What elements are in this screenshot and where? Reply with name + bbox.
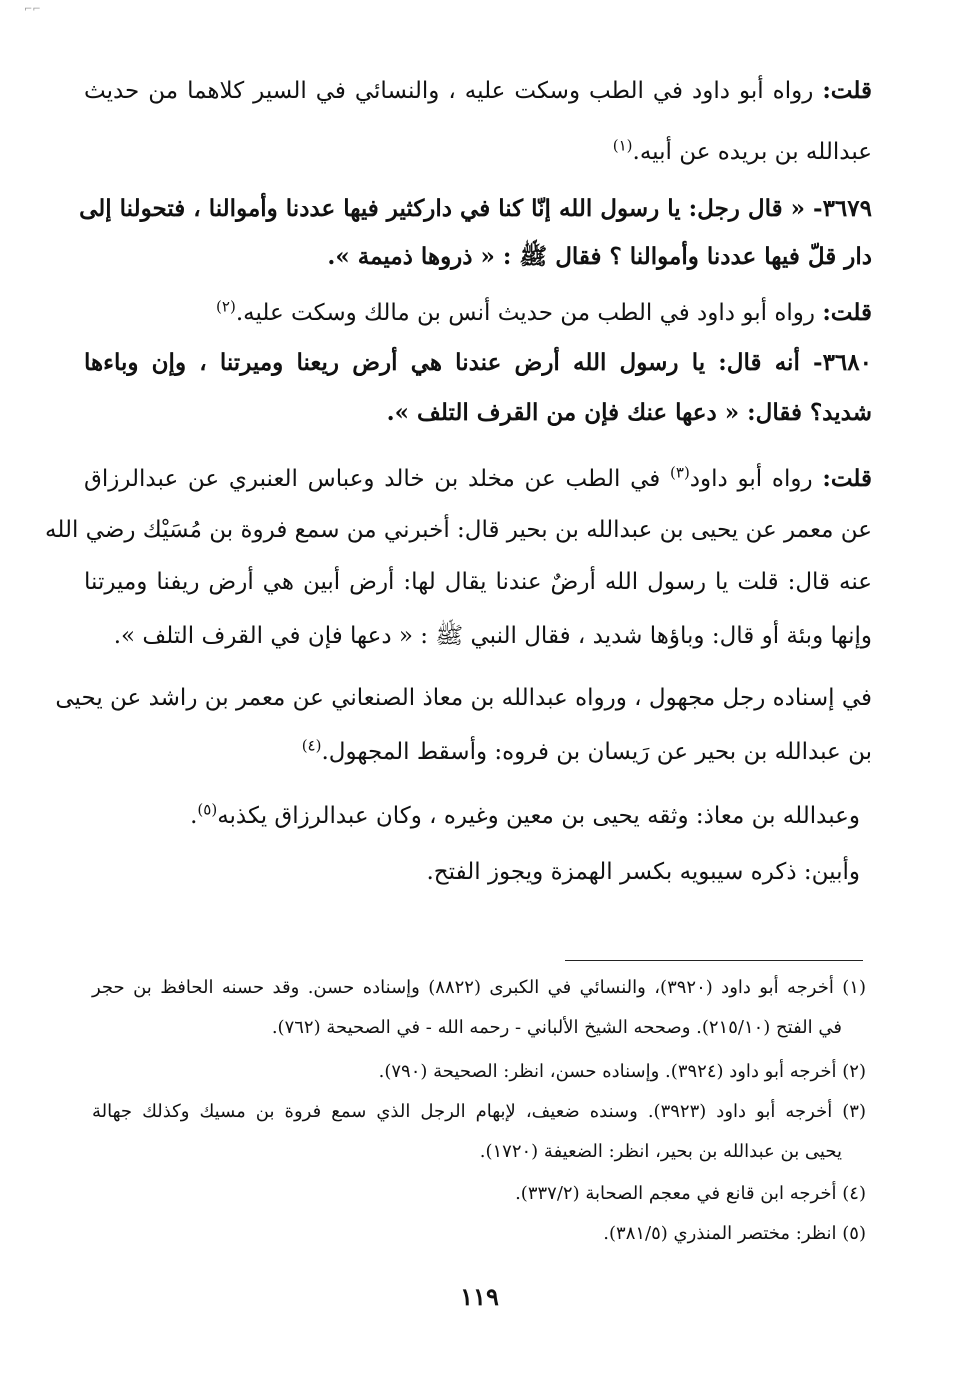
line-text: في إسناده رجل مجهول ، ورواه عبدالله بن معاذ الصنعاني عن معمر بن راشد عن يحيى [55, 685, 872, 711]
text-line [84, 568, 872, 597]
text-line [84, 464, 872, 493]
text-line [45, 516, 872, 545]
text-line [84, 138, 872, 167]
text-line [84, 802, 860, 831]
line-text: وعبدالله بن معاذ: وثقه يحيى بن معين وغيره ، وكان عبدالرزاق يكذبه [217, 803, 860, 829]
footnote-ref: (١) [612, 136, 633, 155]
text-line [55, 684, 872, 713]
text-line [84, 76, 872, 105]
footnote-line: (١) أخرجه أبو داود (٣٩٢٠)، والنسائي في الكبرى (٨٨٢٢) وإسناده حسن. وقد حسنه الحافظ بن حجر [92, 977, 866, 998]
footnote-line: (٤) أخرجه ابن قانع في معجم الصحابة (٣٣٧/٢). [515, 1183, 866, 1204]
text-line [79, 194, 872, 223]
line-text: ٣٦٧٩- « قال رجل: يا رسول الله إنّا كنا في داركثير فيها عددنا وأموالنا ، فتحولنا إلى [79, 195, 872, 222]
line-text: ٣٦٨٠- أنه قال: يا رسول الله أرض عندنا هي أرض ريعنا وميرتنا ، وإن وباءها [84, 349, 872, 376]
footnote-line: (٢) أخرجه أبو داود (٣٩٢٤). وإسناده حسن، انظر: الصحيحة (٧٩٠). [378, 1061, 866, 1082]
line-text: وإنها وبئة أو قال: وباؤها شديد ، فقال النبي ﷺ : « دعها فإن في القرف التلف ». [113, 623, 872, 649]
line-text: رواه أبو داود في الطب وسكت عليه ، والنسائي في السير كلاهما من حديث [84, 78, 823, 104]
line-text: رواه أبو داود [689, 466, 823, 492]
footnote-ref: (٣) [670, 463, 690, 482]
line-text: بن عبدالله بن بحير عن رَيسان بن فروه: وأسقط المجهول. [321, 739, 872, 765]
lead-label: قلت: [822, 299, 872, 326]
corner-mark: ⌐⌐ [24, 4, 41, 15]
footnote-separator [565, 960, 863, 961]
footnote-ref: (٢) [216, 297, 236, 316]
line-text-continued: . [190, 803, 198, 829]
footnote-ref: (٥) [197, 800, 218, 819]
line-text: رواه أبو داود في الطب من حديث أنس بن مالك وسكت عليه. [235, 300, 823, 326]
text-line [84, 398, 872, 427]
text-line [84, 348, 872, 377]
footnote-line: (٥) انظر: مختصر المنذري (٣٨١/٥). [603, 1223, 866, 1244]
line-text: شديد؟ فقال: « دعها عنك فإن من القرف التلف ». [386, 399, 872, 426]
line-text: عبدالله بن بريده عن أبيه. [632, 139, 872, 165]
footnote-line: (٣) أخرجه أبو داود (٣٩٢٣). وسنده ضعيف، لإبهام الرجل الذي سمع فروة بن مسيك وكذلك جهالة [92, 1101, 866, 1122]
text-line [84, 622, 872, 651]
line-text: عنه قال: قلت يا رسول الله أرضٌ عندنا يقال لها: أرض أبين هي أرض ريفنا وميرتنا [84, 569, 872, 595]
text-line [84, 298, 872, 327]
lead-label: قلت: [822, 465, 873, 492]
line-text: وأبين: ذكره سيبويه بكسر الهمزة ويجوز الفتح. [426, 859, 860, 885]
line-text-continued: في الطب عن مخلد بن خالد وعباس العنبري عن عبدالرزاق [84, 466, 671, 492]
line-text: عن معمر عن يحيى بن عبدالله بن بحير قال: أخبرني من سمع فروة بن مُسَيْك رضي الله [45, 517, 872, 543]
footnote-ref: (٤) [301, 736, 322, 755]
text-line [84, 858, 860, 887]
page-number: ١١٩ [460, 1282, 499, 1311]
text-line [84, 738, 872, 767]
lead-label: قلت: [822, 77, 872, 104]
text-line [84, 242, 872, 271]
footnote-line: في الفتح (٢١٥/١٠). وصححه الشيخ الألباني - رحمه الله - في الصحيحة (٧٦٢). [271, 1017, 842, 1038]
line-text: دار قلّ فيها عددنا وأموالنا ؟ فقال ﷺ : « ذروها ذميمة ». [327, 243, 872, 270]
footnote-line: يحيى بن عبدالله بن بحير، انظر: الضعيفة (١٧٢٠). [479, 1141, 842, 1162]
